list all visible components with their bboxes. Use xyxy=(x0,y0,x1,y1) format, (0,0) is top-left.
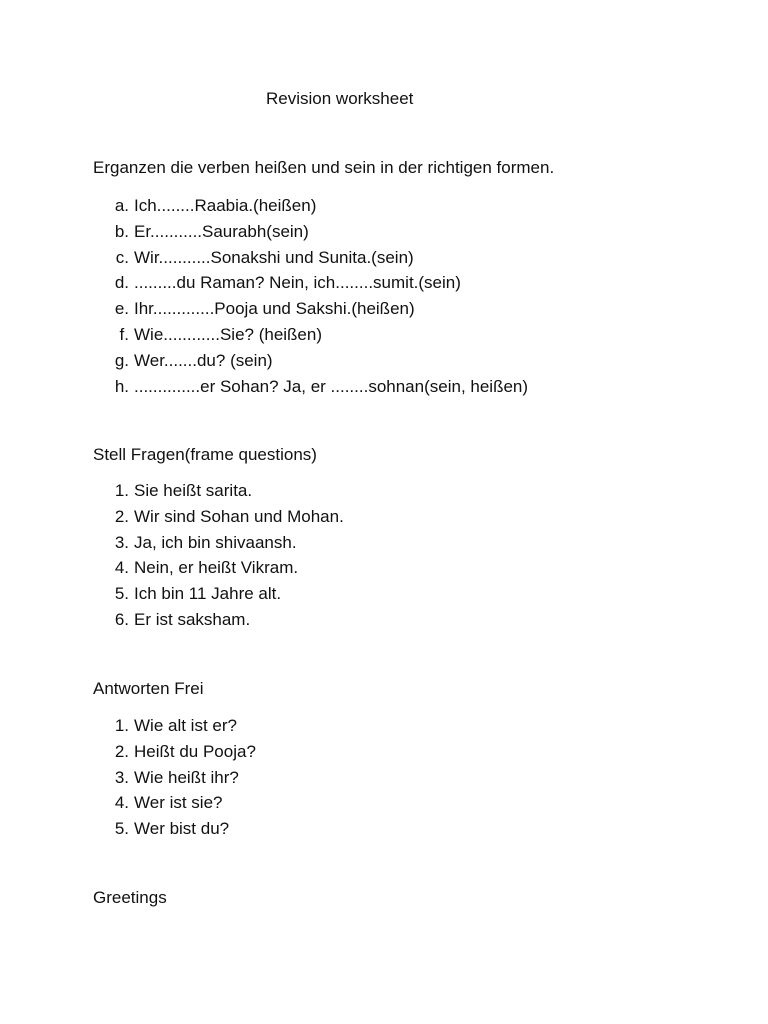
list-item-text: Wir sind Sohan und Mohan. xyxy=(134,506,344,526)
list-item xyxy=(93,555,344,581)
list-marker: 2. xyxy=(114,506,129,526)
list-marker: d. xyxy=(114,273,129,293)
list-marker: 1. xyxy=(114,716,129,735)
list-item xyxy=(93,581,344,607)
list-item-text: Wer ist sie? xyxy=(134,793,223,813)
list-item xyxy=(93,296,528,322)
list-item xyxy=(93,739,256,765)
list-marker: e. xyxy=(114,299,129,319)
list-item xyxy=(93,607,344,633)
fill-verbs-list xyxy=(93,193,528,399)
list-marker: 5. xyxy=(114,819,129,839)
list-item-text: Wir...........Sonakshi und Sunita.(sein) xyxy=(134,247,414,267)
section-heading-answer-freely: Antworten Frei xyxy=(93,679,204,698)
section-heading-fill-verbs: Erganzen die verben heißen und sein in der richtigen formen. xyxy=(93,158,555,177)
list-marker: 4. xyxy=(114,793,129,813)
answer-freely-list xyxy=(93,713,256,842)
list-item xyxy=(93,790,256,816)
list-marker: 4. xyxy=(114,558,129,578)
list-item-text: Ich........Raabia.(heißen) xyxy=(134,196,317,215)
list-marker: f. xyxy=(119,324,129,344)
list-item-text: Er ist saksham. xyxy=(134,609,251,629)
list-marker: b. xyxy=(114,221,129,241)
list-marker: 2. xyxy=(114,741,129,761)
list-item-text: ..............er Sohan? Ja, er ........sohnan(sein, heißen) xyxy=(134,376,529,396)
worksheet-title: Revision worksheet xyxy=(266,89,414,108)
list-item xyxy=(93,219,528,245)
list-item-text: .........du Raman? Nein, ich........sumit.(sein) xyxy=(134,273,461,293)
list-item xyxy=(93,270,528,296)
list-item xyxy=(93,322,528,348)
list-item-text: Ich bin 11 Jahre alt. xyxy=(134,584,282,604)
list-item xyxy=(93,348,528,374)
list-item xyxy=(93,374,528,400)
list-item xyxy=(93,478,344,504)
list-marker: 5. xyxy=(114,584,129,604)
list-item-text: Er...........Saurabh(sein) xyxy=(134,221,309,241)
list-item xyxy=(93,765,256,791)
list-item xyxy=(93,713,256,739)
list-marker: 3. xyxy=(114,767,129,787)
list-item-text: Ihr.............Pooja und Sakshi.(heißen) xyxy=(134,299,415,319)
list-marker: 3. xyxy=(114,532,129,552)
list-marker: a. xyxy=(114,196,129,215)
section-heading-frame-questions: Stell Fragen(frame questions) xyxy=(93,445,317,464)
list-item-text: Wer bist du? xyxy=(134,819,230,839)
list-item-text: Wie alt ist er? xyxy=(134,716,237,735)
list-item-text: Sie heißt sarita. xyxy=(134,481,253,500)
list-item-text: Ja, ich bin shivaansh. xyxy=(134,532,297,552)
list-item-text: Wie............Sie? (heißen) xyxy=(134,324,323,344)
list-item-text: Heißt du Pooja? xyxy=(134,741,256,761)
list-item xyxy=(93,193,528,219)
section-heading-greetings: Greetings xyxy=(93,888,167,907)
list-marker: h. xyxy=(114,376,129,396)
list-marker: g. xyxy=(114,350,129,370)
list-marker: 6. xyxy=(114,609,129,629)
frame-questions-list xyxy=(93,478,344,633)
list-item-text: Wer.......du? (sein) xyxy=(134,350,273,370)
list-item-text: Nein, er heißt Vikram. xyxy=(134,558,299,578)
list-marker: c. xyxy=(115,247,129,267)
list-item xyxy=(93,504,344,530)
list-item xyxy=(93,245,528,271)
list-item xyxy=(93,816,256,842)
list-marker: 1. xyxy=(114,481,129,500)
list-item-text: Wie heißt ihr? xyxy=(134,767,239,787)
list-item xyxy=(93,530,344,556)
